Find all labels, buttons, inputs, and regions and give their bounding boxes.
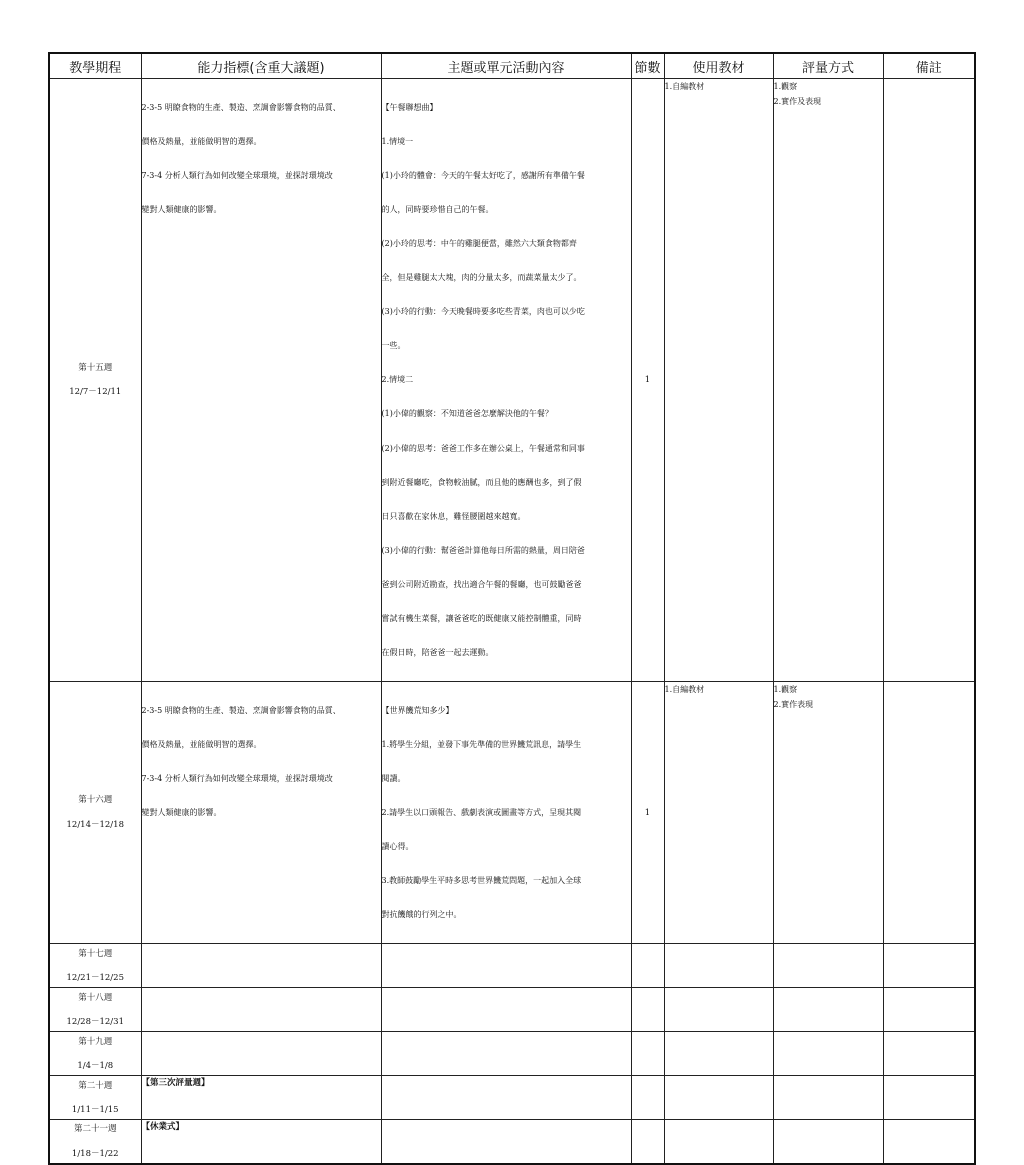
indicator-line: 2-3-5 明瞭食物的生產、製造、烹調會影響食物的品質、 xyxy=(141,705,341,715)
sessions-cell xyxy=(631,944,664,988)
activity-line: 到附近餐廳吃，食物較油膩，而且他的應酬也多，到了假 xyxy=(381,477,582,487)
indicator-line: 價格及熱量，並能做明智的選擇。 xyxy=(141,136,262,146)
activity-line: 一些。 xyxy=(381,341,406,351)
materials-cell xyxy=(664,1032,773,1076)
indicator-line: 7-3-4 分析人類行為如何改變全球環境，並探討環境改 xyxy=(141,773,333,783)
activity-cell xyxy=(381,79,631,682)
table-row xyxy=(49,988,975,1032)
week-cell xyxy=(49,1032,141,1076)
week-name: 第二十週 xyxy=(78,1080,113,1091)
activity-line: (2)小玲的思考：中午的雞腿便當，雖然六大類食物都齊 xyxy=(381,239,577,249)
header-sessions: 節數 xyxy=(631,53,664,79)
week-dates: 12/14－12/18 xyxy=(66,819,124,830)
header-activity: 主題或單元活動內容 xyxy=(381,53,631,79)
activity-line: 對抗饑餓的行列之中。 xyxy=(381,910,462,920)
assessment-cell xyxy=(773,1032,883,1076)
header-period: 教學期程 xyxy=(49,53,141,79)
indicators-cell xyxy=(141,682,381,944)
notes-cell xyxy=(883,988,975,1032)
activity-line: 讀心得。 xyxy=(381,842,414,852)
activity-line: 全，但是雞腿太大塊，肉的分量太多，而蔬菜量太少了。 xyxy=(381,273,582,283)
notes-cell xyxy=(883,1120,975,1164)
activity-line: 閱讀。 xyxy=(381,773,406,783)
header-assessment: 評量方式 xyxy=(773,53,883,79)
sessions-cell: 1 xyxy=(631,79,664,682)
assessment-cell xyxy=(773,79,883,682)
week-name: 第十九週 xyxy=(78,1036,113,1047)
week-dates: 12/21－12/25 xyxy=(66,972,124,983)
sessions-cell xyxy=(631,1032,664,1076)
week-cell xyxy=(49,1076,141,1120)
table-row xyxy=(49,1076,975,1120)
indicators-cell xyxy=(141,1032,381,1076)
indicators-cell xyxy=(141,79,381,682)
activity-cell xyxy=(381,988,631,1032)
week-name: 第十八週 xyxy=(78,992,113,1003)
table-row xyxy=(49,1120,975,1164)
week-cell xyxy=(49,79,141,682)
materials-cell xyxy=(664,1076,773,1120)
week-dates: 1/4－1/8 xyxy=(77,1060,114,1071)
activity-line: (1)小偉的觀察：不知道爸爸怎麼解決他的午餐？ xyxy=(381,409,553,419)
materials-cell xyxy=(664,988,773,1032)
notes-cell xyxy=(883,79,975,682)
assessment-cell xyxy=(773,988,883,1032)
week-cell xyxy=(49,1120,141,1164)
assessment-line: 1.觀察 xyxy=(773,685,798,695)
week-name: 第十五週 xyxy=(78,362,113,373)
activity-cell xyxy=(381,1032,631,1076)
exam-week-label: 【第三次評量週】 xyxy=(141,1076,381,1120)
week-dates: 1/11－1/15 xyxy=(71,1104,119,1115)
materials-cell xyxy=(664,944,773,988)
activity-cell xyxy=(381,682,631,944)
activity-line: 在假日時，陪爸爸一起去運動。 xyxy=(381,647,494,657)
activity-line: 爸到公司附近勘查，找出適合午餐的餐廳，也可鼓勵爸爸 xyxy=(381,579,582,589)
assessment-line: 1.觀察 xyxy=(773,82,798,91)
indicator-line: 變對人類健康的影響。 xyxy=(141,808,222,817)
activity-cell xyxy=(381,944,631,988)
table-row xyxy=(49,79,975,682)
activity-line: 3.教師鼓勵學生平時多思考世界饑荒問題，一起加入全球 xyxy=(381,876,582,886)
activity-line: 嘗試有機生菜餐，讓爸爸吃的既健康又能控制體重，同時 xyxy=(381,613,582,623)
activity-cell xyxy=(381,1076,631,1120)
notes-cell xyxy=(883,682,975,944)
week-dates: 1/18－1/22 xyxy=(71,1148,119,1159)
activity-line: (3)小偉的行動：幫爸爸計算他每日所需的熱量，周日陪爸 xyxy=(381,545,585,555)
week-dates: 12/7－12/11 xyxy=(69,387,122,398)
week-name: 第十七週 xyxy=(78,948,113,959)
notes-cell xyxy=(883,1032,975,1076)
activity-line: (3)小玲的行動：今天晚餐時要多吃些青菜，肉也可以少吃 xyxy=(381,307,585,317)
week-name: 第二十一週 xyxy=(73,1124,117,1135)
closing-ceremony-label: 【休業式】 xyxy=(141,1120,381,1164)
activity-line: 2.情境二 xyxy=(381,375,414,385)
indicator-line: 7-3-4 分析人類行為如何改變全球環境，並探討環境改 xyxy=(141,170,333,180)
activity-line: 日只喜歡在家休息，難怪腰圍越來越寬。 xyxy=(381,511,526,521)
table-row xyxy=(49,944,975,988)
lesson-plan-table xyxy=(48,52,976,1165)
assessment-line: 2.實作表現 xyxy=(773,700,814,710)
indicator-line: 價格及熱量，並能做明智的選擇。 xyxy=(141,739,262,749)
sessions-cell: 1 xyxy=(631,682,664,944)
week-cell xyxy=(49,988,141,1032)
table-row xyxy=(49,682,975,944)
table-row xyxy=(49,1032,975,1076)
indicators-cell xyxy=(141,988,381,1032)
assessment-cell xyxy=(773,682,883,944)
activity-line: 2.請學生以口頭報告、戲劇表演或圖畫等方式，呈現其閱 xyxy=(381,808,582,817)
header-row xyxy=(49,53,975,79)
week-cell xyxy=(49,682,141,944)
week-name: 第十六週 xyxy=(78,795,113,806)
activity-line: 【午餐聯想曲】 xyxy=(381,102,438,112)
header-materials: 使用教材 xyxy=(664,53,773,79)
materials-cell xyxy=(664,1120,773,1164)
assessment-cell xyxy=(773,1120,883,1164)
activity-line: 1.將學生分組，並發下事先準備的世界饑荒訊息，請學生 xyxy=(381,739,582,749)
notes-cell xyxy=(883,944,975,988)
sessions-cell xyxy=(631,988,664,1032)
activity-line: (1)小玲的體會：今天的午餐太好吃了，感謝所有準備午餐 xyxy=(381,170,585,180)
assessment-cell xyxy=(773,1076,883,1120)
sessions-cell xyxy=(631,1076,664,1120)
header-notes: 備註 xyxy=(883,53,975,79)
week-cell xyxy=(49,944,141,988)
materials-cell: 1.自編教材 xyxy=(664,79,773,682)
indicator-line: 2-3-5 明瞭食物的生產、製造、烹調會影響食物的品質、 xyxy=(141,102,341,112)
activity-line: (2)小偉的思考：爸爸工作多在辦公桌上，午餐通常和同事 xyxy=(381,443,585,453)
week-dates: 12/28－12/31 xyxy=(66,1016,124,1027)
indicators-cell xyxy=(141,944,381,988)
activity-cell xyxy=(381,1120,631,1164)
sessions-cell xyxy=(631,1120,664,1164)
assessment-line: 2.實作及表現 xyxy=(773,97,822,107)
header-indicators: 能力指標(含重大議題) xyxy=(141,53,381,79)
materials-cell: 1.自編教材 xyxy=(664,682,773,944)
activity-line: 【世界饑荒知多少】 xyxy=(381,705,454,715)
activity-line: 的人，同時要珍惜自己的午餐。 xyxy=(381,204,494,214)
assessment-cell xyxy=(773,944,883,988)
activity-line: 1.情境一 xyxy=(381,136,414,146)
notes-cell xyxy=(883,1076,975,1120)
indicator-line: 變對人類健康的影響。 xyxy=(141,204,222,214)
